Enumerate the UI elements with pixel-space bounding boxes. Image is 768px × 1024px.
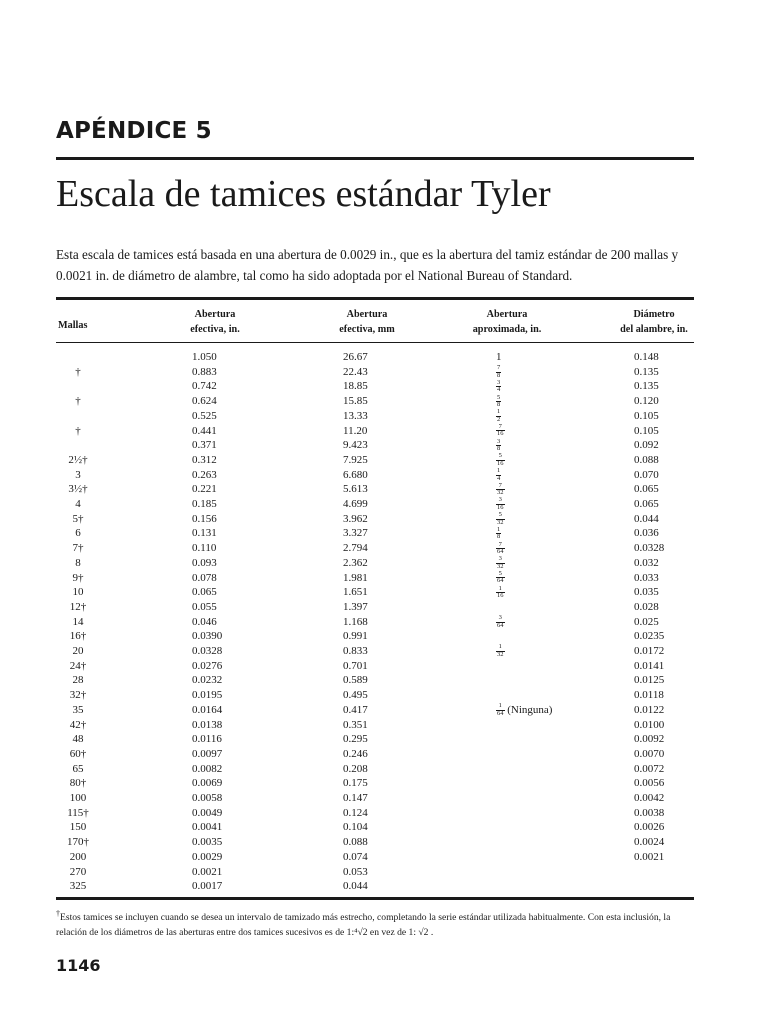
fraction: $\frac{5}{8}$ — [497, 393, 501, 409]
wire-diameter-cell: 0.092 — [634, 439, 659, 452]
footnote-ratio-narrow: ⁴√2 — [354, 927, 368, 939]
wire-diameter-cell: 0.070 — [634, 468, 659, 481]
opening-in-cell: 0.0195 — [192, 689, 223, 702]
opening-mm-cell: 0.104 — [343, 821, 368, 834]
opening-approx-cell — [496, 571, 505, 586]
wire-diameter-cell: 0.0092 — [634, 733, 665, 746]
opening-in-cell: 0.0097 — [192, 747, 223, 760]
table-bottom-rule — [56, 897, 694, 900]
opening-approx-cell — [496, 482, 505, 497]
opening-approx-cell — [496, 365, 501, 380]
opening-mm-cell: 1.168 — [343, 615, 368, 628]
opening-in-cell: 0.0058 — [192, 792, 223, 804]
opening-in-cell: 0.0390 — [192, 630, 223, 643]
opening-mm-cell: 0.246 — [343, 747, 368, 760]
opening-in-cell: 0.525 — [192, 409, 217, 422]
opening-in-cell: 0.093 — [192, 556, 217, 569]
opening-in-cell: 0.371 — [192, 439, 217, 452]
header-bottom-rule — [56, 342, 694, 343]
opening-mm-cell: 9.423 — [343, 439, 368, 452]
opening-in-cell: 0.0276 — [192, 659, 223, 672]
mesh-cell: 115† — [67, 806, 89, 819]
mesh-cell: 3½† — [68, 483, 88, 496]
mesh-cell: 270 — [69, 865, 87, 878]
opening-mm-cell: 0.074 — [343, 850, 368, 863]
opening-in-cell: 0.0041 — [192, 821, 223, 834]
fraction: $\frac{3}{8}$ — [497, 437, 501, 453]
opening-in-cell: 0.0069 — [192, 777, 223, 790]
opening-mm-cell: 11.20 — [343, 424, 368, 437]
opening-approx-cell: 1 — [496, 351, 502, 363]
opening-mm-cell: 18.85 — [343, 380, 368, 393]
opening-mm-cell: 0.417 — [343, 703, 368, 716]
fraction: $\frac{3}{4}$ — [497, 378, 501, 394]
mesh-cell: 325 — [69, 880, 87, 893]
opening-in-cell: 0.065 — [192, 586, 217, 599]
footnote-text-1: Estos tamices se incluyen cuando se desea un intervalo de tamizado más estrecho, completando la serie estándar utilizada habitualmente. Con esta inclusión, la relación de los diámetros de las aberturas entre dos tamices sucesivos es de 1: — [56, 912, 671, 939]
header-wire-diameter-line-2: del alambre, in. — [620, 324, 688, 335]
fraction: $\frac{7}{16}$ — [497, 422, 504, 438]
opening-approx-cell — [496, 541, 505, 556]
opening-approx-cell — [496, 379, 501, 394]
wire-diameter-cell: 0.0026 — [634, 821, 665, 834]
mesh-cell: † — [75, 395, 81, 408]
mesh-cell: 10 — [72, 586, 84, 599]
header-mesh — [58, 318, 87, 333]
heading-rule — [56, 157, 694, 160]
opening-in-cell: 0.0082 — [192, 762, 223, 775]
mesh-cell: 12† — [69, 600, 87, 613]
opening-approx-cell — [496, 585, 505, 600]
wire-diameter-cell: 0.135 — [634, 380, 659, 393]
header-opening-mm-line-1: Abertura — [346, 309, 388, 320]
fraction: $\frac{7}{64}$ — [497, 540, 504, 556]
wire-diameter-cell: 0.033 — [634, 571, 659, 584]
opening-approx-cell — [496, 468, 501, 483]
intro-paragraph: Esta escala de tamices está basada en una abertura de 0.0029 in., que es la abertura del tamiz estándar de 200 mallas y 0.0021 in. de diámetro de alambre, tal como ha sido adoptada por el National Bureau of Standard. — [56, 247, 679, 283]
opening-in-cell: 0.0116 — [192, 733, 222, 746]
opening-mm-cell: 6.680 — [343, 468, 368, 481]
wire-diameter-cell: 0.105 — [634, 424, 659, 437]
fraction: $\frac{1}{64}$ — [497, 702, 504, 717]
opening-mm-cell: 13.33 — [343, 409, 368, 422]
wire-diameter-cell: 0.0070 — [634, 747, 665, 760]
opening-approx-cell — [496, 438, 501, 453]
opening-in-cell: 0.0017 — [192, 880, 223, 893]
opening-mm-cell: 0.701 — [343, 659, 368, 672]
wire-diameter-cell: 0.065 — [634, 498, 659, 510]
mesh-cell: 24† — [69, 659, 87, 672]
opening-approx-cell — [496, 644, 505, 659]
fraction: $\frac{7}{32}$ — [497, 481, 504, 497]
opening-approx-cell — [496, 497, 505, 512]
mesh-cell: † — [75, 365, 81, 378]
opening-approx-cell — [496, 394, 501, 409]
opening-approx-cell — [496, 453, 505, 468]
opening-approx-cell — [496, 424, 505, 439]
header-opening-mm-line-2: efectiva, mm — [339, 324, 395, 335]
appendix-label: APÉNDICE 5 — [56, 118, 212, 144]
wire-diameter-cell: 0.0056 — [634, 777, 665, 790]
wire-diameter-cell: 0.135 — [634, 365, 659, 378]
mesh-cell: 32† — [69, 689, 87, 702]
wire-diameter-cell: 0.0072 — [634, 762, 665, 775]
mesh-cell: 2½† — [68, 453, 88, 466]
opening-mm-cell: 7.925 — [343, 453, 368, 466]
mesh-cell: 48 — [72, 733, 84, 746]
wire-diameter-cell: 0.032 — [634, 556, 659, 569]
footnote-mark: † — [56, 909, 60, 918]
opening-mm-cell: 1.397 — [343, 600, 368, 613]
wire-diameter-cell: 0.0038 — [634, 806, 665, 819]
opening-approx-cell — [496, 526, 501, 541]
opening-mm-cell: 1.981 — [343, 571, 368, 584]
footnote-ratio-standard: √2 — [418, 927, 429, 939]
mesh-cell: 150 — [69, 821, 87, 834]
opening-in-cell: 0.131 — [192, 527, 217, 540]
mesh-cell: 14 — [72, 615, 84, 628]
mesh-cell: 60† — [69, 747, 87, 760]
mesh-cell: 20 — [72, 645, 84, 657]
wire-diameter-cell: 0.0235 — [634, 630, 665, 643]
opening-in-cell: 0.0328 — [192, 645, 223, 657]
header-opening-mm — [330, 307, 404, 337]
fraction: $\frac{1}{32}$ — [497, 643, 504, 658]
wire-diameter-cell: 0.0024 — [634, 836, 665, 849]
opening-mm-cell: 22.43 — [343, 365, 368, 378]
wire-diameter-cell: 0.148 — [634, 351, 659, 363]
opening-in-cell: 0.185 — [192, 498, 217, 510]
wire-diameter-cell: 0.044 — [634, 512, 659, 525]
opening-in-cell: 0.0029 — [192, 850, 223, 863]
opening-mm-cell: 3.327 — [343, 527, 368, 540]
opening-mm-cell: 0.088 — [343, 836, 368, 849]
opening-approx-cell — [496, 556, 505, 571]
opening-in-cell: 0.624 — [192, 395, 217, 408]
opening-in-cell: 1.050 — [192, 351, 217, 363]
wire-diameter-cell: 0.0118 — [634, 689, 664, 702]
fraction: $\frac{1}{8}$ — [497, 525, 501, 541]
fraction: $\frac{5}{64}$ — [497, 569, 504, 585]
mesh-cell: 100 — [69, 792, 87, 804]
opening-in-cell: 0.0035 — [192, 836, 223, 849]
wire-diameter-cell: 0.105 — [634, 409, 659, 422]
opening-in-cell: 0.0021 — [192, 865, 223, 878]
opening-mm-cell: 5.613 — [343, 483, 368, 496]
opening-in-cell: 0.156 — [192, 512, 217, 525]
mesh-cell: 28 — [72, 674, 84, 687]
header-wire-diameter — [604, 307, 704, 337]
opening-mm-cell: 2.362 — [343, 556, 368, 569]
mesh-cell: 80† — [69, 777, 87, 790]
opening-in-cell: 0.441 — [192, 424, 217, 437]
wire-diameter-cell: 0.088 — [634, 453, 659, 466]
table-top-rule — [56, 297, 694, 300]
mesh-cell: † — [75, 424, 81, 437]
header-mesh-line: Mallas — [58, 320, 88, 331]
wire-diameter-cell: 0.0042 — [634, 792, 665, 804]
opening-mm-cell: 3.962 — [343, 512, 368, 525]
wire-diameter-cell: 0.0328 — [634, 542, 665, 555]
wire-diameter-cell: 0.0122 — [634, 703, 665, 716]
opening-mm-cell: 26.67 — [343, 351, 368, 363]
fraction: $\frac{1}{16}$ — [497, 584, 504, 600]
wire-diameter-cell: 0.120 — [634, 395, 659, 408]
fraction: $\frac{3}{16}$ — [497, 496, 504, 511]
opening-approx-cell — [496, 615, 505, 630]
opening-in-cell: 0.312 — [192, 453, 217, 466]
opening-mm-cell: 1.651 — [343, 586, 368, 599]
wire-diameter-cell: 0.036 — [634, 527, 659, 540]
mesh-cell: 8 — [75, 556, 81, 569]
fraction: $\frac{5}{16}$ — [497, 452, 504, 467]
wire-diameter-cell: 0.0100 — [634, 718, 665, 731]
footnote-text-2: en vez de 1: — [367, 927, 419, 939]
footnote — [56, 906, 698, 940]
mesh-cell: 4 — [75, 498, 81, 510]
wire-diameter-cell: 0.0141 — [634, 659, 665, 672]
opening-mm-cell: 0.295 — [343, 733, 368, 746]
header-wire-diameter-line-1: Diámetro — [633, 309, 675, 320]
mesh-cell: 9† — [72, 571, 84, 584]
opening-mm-cell: 0.175 — [343, 777, 368, 790]
opening-mm-cell: 0.991 — [343, 630, 368, 643]
header-opening-in — [180, 307, 250, 337]
header-opening-approx — [462, 307, 552, 337]
opening-mm-cell: 0.053 — [343, 865, 368, 878]
mesh-cell: 42† — [69, 718, 87, 731]
mesh-cell: 65 — [72, 762, 84, 775]
opening-mm-cell: 0.495 — [343, 689, 368, 702]
wire-diameter-cell: 0.0021 — [634, 850, 665, 863]
opening-approx-cell: $\frac{1}{64}$ (Ninguna) — [497, 702, 553, 717]
header-opening-approx-line-2: aproximada, in. — [472, 324, 542, 335]
fraction: $\frac{3}{32}$ — [497, 555, 504, 570]
fraction: $\frac{1}{4}$ — [497, 467, 501, 482]
page-title: Escala de tamices estándar Tyler — [56, 173, 551, 215]
wire-diameter-cell: 0.025 — [634, 615, 659, 628]
opening-in-cell: 0.046 — [192, 615, 217, 628]
footnote-text-3: . — [428, 927, 434, 939]
header-opening-approx-line-1: Abertura — [486, 309, 528, 320]
opening-in-cell: 0.078 — [192, 571, 217, 584]
opening-in-cell: 0.110 — [192, 542, 217, 555]
wire-diameter-cell: 0.065 — [634, 483, 659, 496]
mesh-cell: 200 — [69, 850, 87, 863]
mesh-cell: 3 — [75, 468, 81, 481]
mesh-cell: 5† — [72, 512, 84, 525]
opening-mm-cell: 15.85 — [343, 395, 368, 408]
opening-mm-cell: 0.147 — [343, 792, 368, 804]
fraction: $\frac{3}{64}$ — [497, 614, 504, 629]
opening-mm-cell: 2.794 — [343, 542, 368, 555]
opening-in-cell: 0.0138 — [192, 718, 223, 731]
fraction: $\frac{5}{32}$ — [497, 511, 504, 526]
opening-in-cell: 0.0164 — [192, 703, 223, 716]
opening-mm-cell: 0.351 — [343, 718, 368, 731]
opening-in-cell: 0.055 — [192, 600, 217, 613]
opening-in-cell: 0.221 — [192, 483, 217, 496]
page-number: 1146 — [56, 956, 101, 975]
header-opening-in-line-1: Abertura — [194, 309, 236, 320]
opening-approx-cell — [496, 409, 501, 424]
opening-mm-cell: 0.124 — [343, 806, 368, 819]
opening-in-cell: 0.883 — [192, 365, 217, 378]
opening-mm-cell: 4.699 — [343, 498, 368, 510]
opening-in-cell: 0.742 — [192, 380, 217, 393]
mesh-cell: 35 — [72, 703, 84, 716]
opening-in-cell: 0.0232 — [192, 674, 223, 687]
opening-mm-cell: 0.044 — [343, 880, 368, 893]
wire-diameter-cell: 0.0172 — [634, 645, 665, 657]
mesh-cell: 6 — [75, 527, 81, 540]
wire-diameter-cell: 0.028 — [634, 600, 659, 613]
wire-diameter-cell: 0.035 — [634, 586, 659, 599]
opening-mm-cell: 0.208 — [343, 762, 368, 775]
opening-approx-cell — [496, 512, 505, 527]
opening-in-cell: 0.0049 — [192, 806, 223, 819]
opening-in-cell: 0.263 — [192, 468, 217, 481]
opening-mm-cell: 0.589 — [343, 674, 368, 687]
wire-diameter-cell: 0.0125 — [634, 674, 665, 687]
fraction: $\frac{7}{8}$ — [497, 364, 501, 379]
fraction: $\frac{1}{2}$ — [497, 408, 501, 423]
mesh-cell: 16† — [69, 630, 87, 643]
header-opening-in-line-2: efectiva, in. — [190, 324, 240, 335]
opening-mm-cell: 0.833 — [343, 645, 368, 657]
mesh-cell: 170† — [67, 836, 89, 849]
mesh-cell: 7† — [72, 542, 84, 555]
